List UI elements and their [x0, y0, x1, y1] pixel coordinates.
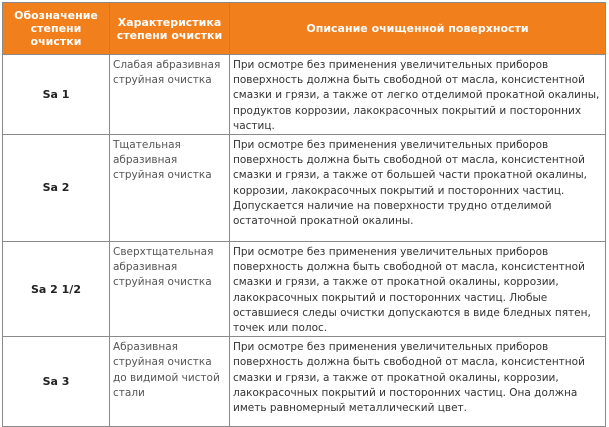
grade-description: При осмотре без применения увеличительных приборов поверхность должна быть свободной от масла, консистентной смазки и грязи, а также от легко отделимой прокатной окалины, продуктов коррозии, лакокрасочных покрытий и посторонних частиц.	[230, 55, 606, 135]
grade-characteristic: Абразивная струйная очистка до видимой чистой стали	[110, 337, 230, 427]
surface-cleaning-grades-table	[2, 2, 606, 427]
table-row	[3, 337, 606, 427]
grade-code: Sa 2 1/2	[3, 242, 110, 337]
grade-characteristic: Сверхтщательная абразивная струйная очистка	[110, 242, 230, 337]
grade-description: При осмотре без применения увеличительных приборов поверхность должна быть свободной от масла, консистентной смазки и грязи, а также от большей части прокатной окалины, коррозии, лакокрасочных покрытий и посторонних частиц. Допускается наличие на поверхности трудно отделимой остаточной прокатной окалины.	[230, 135, 606, 242]
grade-description: При осмотре без применения увеличительных приборов поверхность должна быть свободной от масла, консистентной смазки и грязи, а также от прокатной окалины, коррозии, лакокрасочных покрытий и посторонних частиц. Любые оставшиеся следы очистки допускаются в виде бледных пятен, точек или полос.	[230, 242, 606, 337]
table-row	[3, 242, 606, 337]
grade-code: Sa 2	[3, 135, 110, 242]
header-grade-designation: Обозначение степени очистки	[3, 3, 110, 55]
grade-code: Sa 1	[3, 55, 110, 135]
grade-description: При осмотре без применения увеличительных приборов поверхность должна быть свободной от масла, консистентной смазки и грязи, а также от прокатной окалины, коррозии, лакокрасочных покрытий и посторонних частиц. Она должна иметь равномерный металлический цвет.	[230, 337, 606, 427]
grade-characteristic: Слабая абразивная струйная очистка	[110, 55, 230, 135]
header-grade-characteristic: Характеристика степени очистки	[110, 3, 230, 55]
table-row	[3, 55, 606, 135]
header-surface-description: Описание очищенной поверхности	[230, 3, 606, 55]
table-row	[3, 135, 606, 242]
table-header-row	[3, 3, 606, 55]
grade-characteristic: Тщательная абразивная струйная очистка	[110, 135, 230, 242]
grade-code: Sa 3	[3, 337, 110, 427]
